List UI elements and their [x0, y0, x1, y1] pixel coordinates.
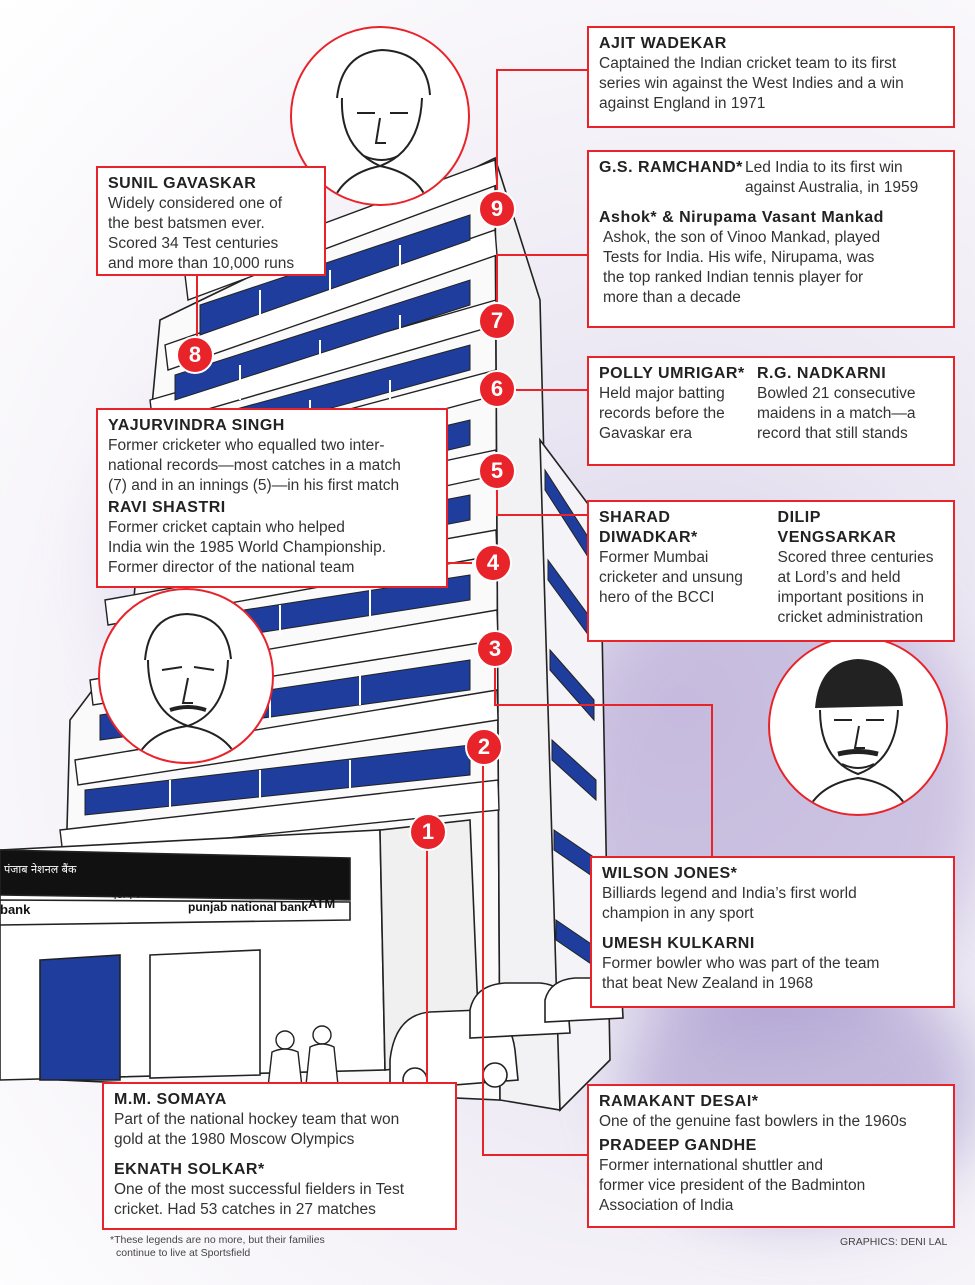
floor-marker-7: 7 [478, 302, 516, 340]
person-desc: cricketer and unsung [599, 569, 743, 586]
footnote [110, 1234, 325, 1260]
bank-sign-english: punjab national bank [188, 900, 309, 914]
floor-marker-3: 3 [476, 630, 514, 668]
person-name: WILSON JONES* [602, 865, 738, 882]
person-name: G.S. RAMCHAND* [599, 159, 743, 176]
person-desc: record that still stands [757, 425, 908, 442]
bank-sign-hindi: पंजाब नेशनल बैंक [4, 863, 77, 876]
person-desc: Held major batting [599, 385, 725, 402]
callout-wadekar [587, 26, 955, 128]
person-desc: the top ranked Indian tennis player for [603, 269, 864, 286]
person-name: AJIT WADEKAR [599, 35, 727, 52]
person-desc: more than a decade [603, 289, 741, 306]
floor-marker-8: 8 [176, 336, 214, 374]
floor-marker-4: 4 [474, 544, 512, 582]
person-desc: Gavaskar era [599, 425, 693, 442]
person-desc: cricket. Had 53 catches in 27 matches [114, 1201, 376, 1218]
person-desc: India win the 1985 World Championship. [108, 539, 387, 556]
footnote-line: *These legends are no more, but their families [110, 1234, 325, 1246]
person-desc: series win against the West Indies and a win [599, 75, 904, 92]
face-sketch-icon [100, 590, 272, 762]
person-name: SHARAD [599, 509, 671, 526]
portrait-vengsarkar [768, 636, 948, 816]
person-desc: the best batsmen ever. [108, 215, 265, 232]
person-desc: Former Mumbai [599, 549, 709, 566]
person-desc: Former international shuttler and [599, 1157, 824, 1174]
callout-ramchand-mankad [587, 150, 955, 328]
person-desc: former vice president of the Badminton [599, 1177, 866, 1194]
person-desc: Tests for India. His wife, Nirupama, was [603, 249, 875, 266]
callout-gavaskar [96, 166, 326, 276]
footnote-line: continue to live at Sportsfield [116, 1247, 251, 1259]
person-desc: records before the [599, 405, 725, 422]
person-desc: gold at the 1980 Moscow Olympics [114, 1131, 355, 1148]
floor-marker-1: 1 [409, 813, 447, 851]
graphics-credit: GRAPHICS: DENI LAL [840, 1236, 948, 1248]
portrait-shastri [98, 588, 274, 764]
person-desc: One of the most successful fielders in Test [114, 1181, 405, 1198]
person-desc: Captained the Indian cricket team to its first [599, 55, 897, 72]
person-desc: champion in any sport [602, 905, 754, 922]
person-desc: hero of the BCCI [599, 589, 715, 606]
callout-desai-gandhe [587, 1084, 955, 1228]
person-desc: Scored three centuries [777, 549, 934, 566]
person-name: YAJURVINDRA SINGH [108, 417, 285, 434]
person-name: DIWADKAR* [599, 529, 698, 546]
person-desc: Former cricket captain who helped [108, 519, 345, 536]
bank-sign-hindi-atm: एटीएम [110, 887, 140, 901]
person-desc: Billiards legend and India’s first world [602, 885, 857, 902]
person-desc: Former cricketer who equalled two inter- [108, 437, 385, 454]
person-name: R.G. NADKARNI [757, 365, 887, 382]
person-desc: that beat New Zealand in 1968 [602, 975, 814, 992]
person-desc: national records—most catches in a match [108, 457, 401, 474]
callout-yajurvindra-shastri [96, 408, 448, 588]
person-desc: Scored 34 Test centuries [108, 235, 279, 252]
person-name: M.M. SOMAYA [114, 1091, 227, 1108]
person-name: UMESH KULKARNI [602, 935, 755, 952]
person-desc: One of the genuine fast bowlers in the 1960s [599, 1113, 907, 1130]
person-desc: Led India to its first win [745, 159, 903, 176]
person-name: RAVI SHASTRI [108, 499, 226, 516]
person-desc: cricket administration [777, 609, 924, 626]
person-desc: (7) and in an innings (5)—in his first match [108, 477, 400, 494]
person-name: RAMAKANT DESAI* [599, 1093, 759, 1110]
floor-marker-6: 6 [478, 370, 516, 408]
person-name: PRADEEP GANDHE [599, 1137, 757, 1154]
person-desc: against England in 1971 [599, 95, 766, 112]
atm-sign: ATM [308, 896, 336, 911]
person-desc: Bowled 21 consecutive [757, 385, 916, 402]
person-name: DILIP VENGSARKAR [777, 509, 897, 546]
person-desc: Association of India [599, 1197, 734, 1214]
callout-umrigar-nadkarni [587, 356, 955, 466]
person-desc: Part of the national hockey team that won [114, 1111, 400, 1128]
floor-marker-9: 9 [478, 190, 516, 228]
person-desc: maidens in a match—a [757, 405, 916, 422]
face-sketch-icon [770, 638, 946, 814]
person-name: SUNIL GAVASKAR [108, 175, 257, 192]
person-name: EKNATH SOLKAR* [114, 1161, 265, 1178]
person-desc: at Lord’s and held [777, 569, 901, 586]
person-desc: and more than 10,000 runs [108, 255, 295, 272]
callout-wilson-kulkarni [590, 856, 955, 1008]
callout-diwadkar-vengsarkar [587, 500, 955, 642]
callout-somaya-solkar [102, 1082, 457, 1230]
person-desc: Former bowler who was part of the team [602, 955, 880, 972]
person-desc: Former director of the national team [108, 559, 355, 576]
floor-marker-5: 5 [478, 452, 516, 490]
floor-marker-2: 2 [465, 728, 503, 766]
person-desc: Ashok, the son of Vinoo Mankad, played [603, 229, 881, 246]
person-desc: important positions in [777, 589, 924, 606]
person-desc: Widely considered one of [108, 195, 283, 212]
bank-sign-left: bank [0, 902, 31, 917]
person-name: Ashok* & Nirupama Vasant Mankad [599, 209, 884, 226]
person-desc: against Australia, in 1959 [745, 179, 919, 196]
person-name: POLLY UMRIGAR* [599, 365, 745, 382]
